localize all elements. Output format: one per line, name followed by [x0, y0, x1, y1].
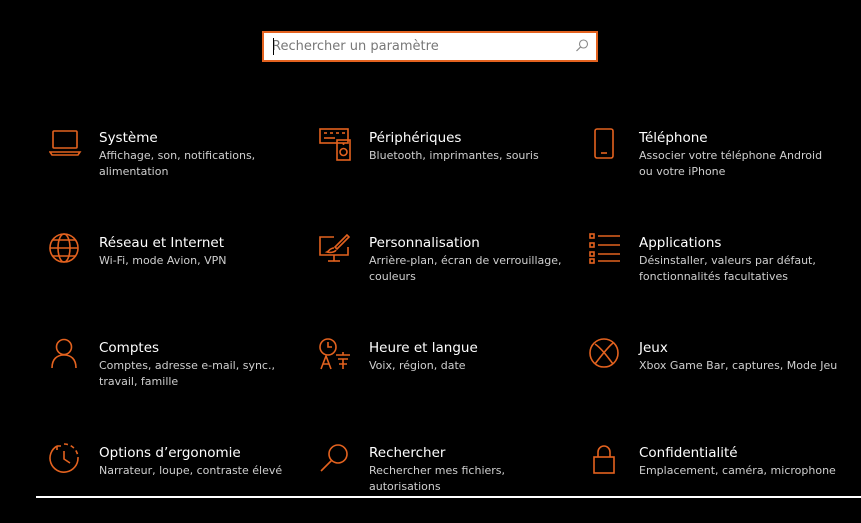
- ease-of-access-icon: [49, 443, 83, 477]
- tile-title: Options d’ergonomie: [99, 445, 241, 461]
- tile-description: Narrateur, loupe, contraste élevé: [99, 464, 283, 477]
- person-icon: [49, 338, 83, 372]
- tile-description: Xbox Game Bar, captures, Mode Jeu: [639, 359, 838, 372]
- tile-description: Rechercher mes fichiers, autorisations: [369, 464, 506, 493]
- phone-icon: [589, 128, 623, 162]
- apps-list-icon: [589, 233, 623, 267]
- tile-personalization[interactable]: [319, 233, 562, 313]
- tile-system[interactable]: [49, 128, 289, 208]
- tile-accounts[interactable]: [49, 338, 289, 418]
- paint-monitor-icon: [319, 233, 353, 267]
- tile-title: Heure et langue: [369, 340, 478, 356]
- tile-description: Voix, région, date: [369, 359, 466, 372]
- tile-title: Applications: [639, 235, 722, 251]
- tile-apps[interactable]: [589, 233, 829, 313]
- search-magnifier-icon: [319, 443, 353, 477]
- xbox-icon: [589, 338, 623, 372]
- tile-title: Rechercher: [369, 445, 446, 461]
- tile-gaming[interactable]: [589, 338, 838, 418]
- tile-time-language[interactable]: [319, 338, 559, 418]
- tile-description: Emplacement, caméra, microphone: [639, 464, 836, 477]
- time-language-icon: [319, 338, 353, 372]
- tile-privacy[interactable]: [589, 443, 836, 523]
- globe-icon: [49, 233, 83, 267]
- tile-title: Jeux: [639, 340, 668, 356]
- tile-description: Bluetooth, imprimantes, souris: [369, 149, 539, 162]
- tile-network[interactable]: [49, 233, 289, 313]
- tile-description: Arrière-plan, écran de verrouillage, couleurs: [369, 254, 562, 283]
- tile-title: Périphériques: [369, 130, 462, 146]
- tile-description: Wi-Fi, mode Avion, VPN: [99, 254, 227, 267]
- tile-search[interactable]: [319, 443, 559, 523]
- tile-devices[interactable]: [319, 128, 559, 208]
- tile-title: Comptes: [99, 340, 160, 356]
- tile-title: Téléphone: [639, 130, 708, 146]
- laptop-icon: [49, 128, 83, 162]
- tile-phone[interactable]: [589, 128, 829, 208]
- tile-description: Désinstaller, valeurs par défaut, fonctionnalités facultatives: [639, 254, 816, 283]
- keyboard-speaker-icon: [319, 128, 353, 162]
- tile-title: Système: [99, 130, 158, 146]
- tile-title: Personnalisation: [369, 235, 480, 251]
- lock-icon: [589, 443, 623, 477]
- tile-title: Confidentialité: [639, 445, 738, 461]
- tile-description: Comptes, adresse e-mail, sync., travail, famille: [99, 359, 275, 388]
- tile-ease-of-access[interactable]: [49, 443, 289, 523]
- tile-description: Associer votre téléphone Android ou votre iPhone: [639, 149, 823, 178]
- tile-title: Réseau et Internet: [99, 235, 225, 251]
- tile-description: Affichage, son, notifications, alimentation: [99, 149, 256, 178]
